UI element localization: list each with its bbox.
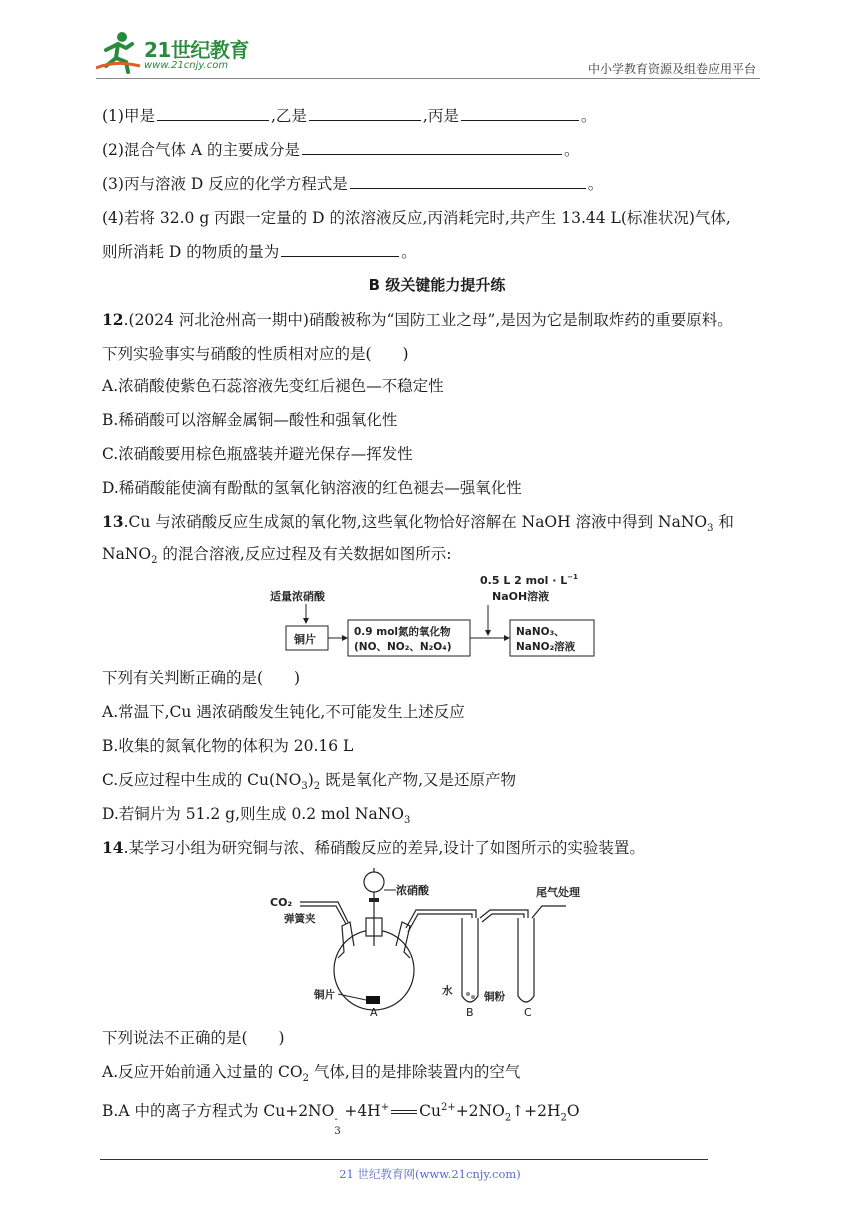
water-label: 水: [442, 985, 453, 997]
copper-powder-label: 铜粉: [484, 991, 505, 1003]
copper-piece-label: 铜片: [314, 989, 335, 1001]
q11-part4: (4)若将 32.0 g 丙跟一定量的 D 的浓溶液反应,丙消耗完时,共产生 13.44 L(标准状况)气体,: [102, 209, 731, 227]
tail-gas-label: 尾气处理: [536, 886, 580, 899]
q13-option-a: A.常温下,Cu 遇浓硝酸发生钝化,不可能发生上述反应: [102, 703, 465, 721]
footer-divider: [100, 1159, 708, 1160]
q11-part1: (1)甲是 ,乙是 ,丙是 。: [102, 104, 596, 128]
answer-blank[interactable]: [281, 240, 399, 257]
equals-sign: [391, 1110, 417, 1114]
svg-text:NaNO₃、: NaNO₃、: [516, 626, 565, 638]
q14-question: 下列说法不正确的是( ): [102, 1029, 285, 1047]
logo-url: www.21cnjy.com: [144, 60, 229, 71]
answer-blank[interactable]: [157, 104, 269, 121]
naoh-solution-label: NaOH溶液: [492, 590, 550, 603]
answer-blank[interactable]: [302, 138, 562, 155]
q12-stem: 12.(2024 河北沧州高一期中)硝酸被称为“国防工业之母”,是因为它是制取炸药的重要原料。: [102, 310, 733, 329]
logo-text: 21世纪教育: [144, 38, 249, 62]
q12-option-d: D.稀硝酸能使滴有酚酞的氢氧化钠溶液的红色褪去—强氧化性: [102, 479, 522, 497]
naoh-amount-label: 0.5 L 2 mol · $L^{-1}$: [480, 573, 579, 587]
q13-flow-diagram: [260, 572, 660, 660]
q13-option-d: D.若铜片为 51.2 g,则生成 0.2 mol NaNO$_3$: [102, 805, 411, 827]
q12-stem-cont: 下列实验事实与硝酸的性质相对应的是( ): [102, 345, 409, 363]
test-tube-c: [518, 918, 534, 1002]
label-c: C: [524, 1006, 532, 1016]
svg-text:NaNO₂溶液: NaNO₂溶液: [516, 641, 576, 653]
svg-text:铜片: 铜片: [294, 633, 316, 646]
q14-apparatus-diagram: [266, 866, 596, 1016]
q12-option-b: B.稀硝酸可以溶解金属铜—酸性和强氧化性: [102, 411, 398, 429]
svg-text:(NO、NO₂、N₂O₄): (NO、NO₂、N₂O₄): [354, 641, 452, 653]
q13-stem: 13.Cu 与浓硝酸反应生成氮的氧化物,这些氧化物恰好溶解在 NaOH 溶液中得到 NaNO$_3$ 和: [102, 512, 734, 535]
q14-option-b: B.A 中的离子方程式为 Cu+2NO - 3 +4H+ $Cu^{2+}+2NO_2↑+2H_2O$: [102, 1102, 580, 1138]
page-header: [0, 0, 860, 80]
conc-nitric-acid-label: 浓硝酸: [396, 884, 429, 897]
q13-option-c: C.反应过程中生成的 $Cu(NO_3)_2$ 既是氧化产物,又是还原产物: [102, 771, 516, 793]
spring-clip-label: 弹簧夹: [284, 913, 316, 925]
platform-label: 中小学教育资源及组卷应用平台: [587, 62, 756, 76]
q14-stem: 14.某学习小组为研究铜与浓、稀硝酸反应的差异,设计了如图所示的实验装置。: [102, 838, 645, 857]
q13-stem-cont: NaNO$_2$ 的混合溶液,反应过程及有关数据如图所示:: [102, 545, 452, 567]
co2-label: CO₂: [270, 896, 293, 909]
conc-nitric-label: 适量浓硝酸: [270, 590, 325, 603]
section-title: B 级关键能力提升练: [368, 276, 506, 294]
q14-option-a: A.反应开始前通入过量的 $CO_2$ 气体,目的是排除装置内的空气: [102, 1063, 521, 1085]
q12-option-c: C.浓硝酸要用棕色瓶盛装并避光保存—挥发性: [102, 445, 413, 463]
copper-piece: [366, 996, 380, 1004]
label-a: A: [370, 1006, 378, 1016]
answer-blank[interactable]: [350, 172, 586, 189]
q11-part4-cont: 则所消耗 D 的物质的量为 。: [102, 240, 417, 264]
svg-text:0.9 mol氮的氧化物: 0.9 mol氮的氧化物: [354, 626, 451, 638]
header-divider: [96, 78, 760, 79]
footer-link[interactable]: 21 世纪教育网(www.21cnjy.com): [339, 1167, 521, 1181]
q13-question: 下列有关判断正确的是( ): [102, 669, 301, 687]
q11-part2: (2)混合气体 A 的主要成分是 。: [102, 138, 580, 162]
dropping-funnel: [364, 872, 384, 892]
q11-part3: (3)丙与溶液 D 反应的化学方程式是 。: [102, 172, 603, 196]
label-b: B: [466, 1006, 474, 1016]
test-tube-b: [462, 918, 478, 1002]
answer-blank[interactable]: [461, 104, 579, 121]
q12-option-a: A.浓硝酸使紫色石蕊溶液先变红后褪色—不稳定性: [102, 377, 444, 395]
runner-logo-icon: [96, 30, 142, 74]
q13-option-b: B.收集的氮氧化物的体积为 20.16 L: [102, 737, 354, 755]
logo: [96, 30, 266, 80]
answer-blank[interactable]: [309, 104, 421, 121]
